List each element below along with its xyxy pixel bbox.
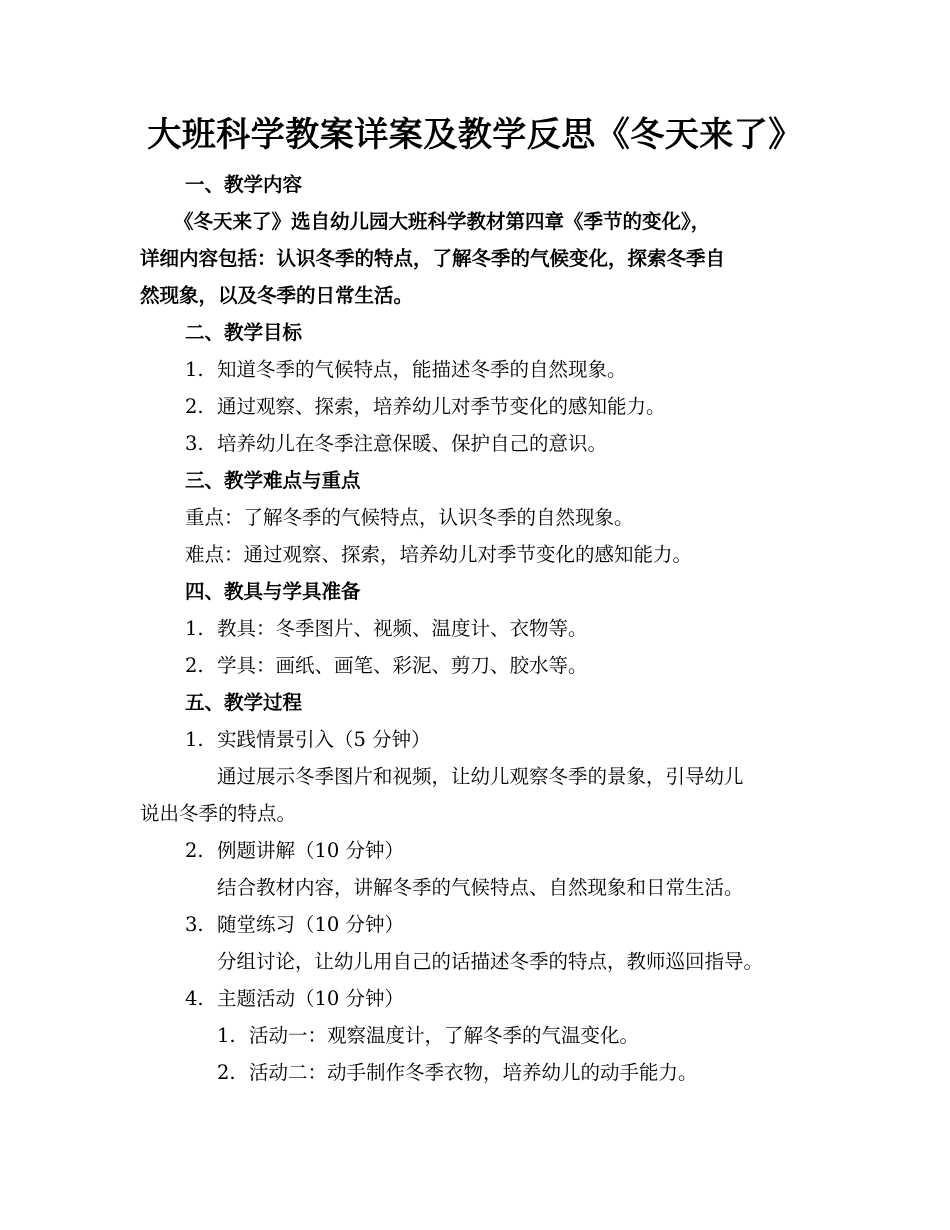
list-item: 2. 通过观察、探索，培养幼儿对季节变化的感知能力。 bbox=[185, 395, 666, 418]
sub-activity-item: 1. 活动一：观察温度计，了解冬季的气温变化。 bbox=[217, 1024, 640, 1047]
step-description-line: 结合教材内容，讲解冬季的气候特点、自然现象和日常生活。 bbox=[217, 876, 744, 899]
page-title: 大班科学教案详案及教学反思《冬天来了》 bbox=[147, 115, 803, 155]
section-heading-goals: 二、教学目标 bbox=[185, 321, 303, 344]
list-item: 1. 教具：冬季图片、视频、温度计、衣物等。 bbox=[185, 617, 588, 640]
process-step: 3. 随堂练习（10 分钟） bbox=[185, 913, 405, 936]
content-paragraph-line-2: 详细内容包括：认识冬季的特点，了解冬季的气候变化，探索冬季自 bbox=[140, 247, 726, 270]
section-heading-materials: 四、教具与学具准备 bbox=[185, 580, 361, 603]
process-step: 1. 实践情景引入（5 分钟） bbox=[185, 728, 431, 751]
section-heading-process: 五、教学过程 bbox=[185, 691, 303, 714]
list-item: 1. 知道冬季的气候特点，能描述冬季的自然现象。 bbox=[185, 358, 627, 381]
process-step: 2. 例题讲解（10 分钟） bbox=[185, 839, 405, 862]
sub-activity-item: 2. 活动二：动手制作冬季衣物，培养幼儿的动手能力。 bbox=[217, 1061, 698, 1084]
list-item: 2. 学具：画纸、画笔、彩泥、剪刀、胶水等。 bbox=[185, 654, 588, 677]
list-item: 3. 培养幼儿在冬季注意保暖、保护自己的意识。 bbox=[185, 432, 608, 455]
content-paragraph-line-3: 然现象，以及冬季的日常生活。 bbox=[140, 284, 414, 307]
process-step: 4. 主题活动（10 分钟） bbox=[185, 987, 405, 1010]
step-description-line: 分组讨论，让幼儿用自己的话描述冬季的特点，教师巡回指导。 bbox=[217, 950, 764, 973]
content-paragraph-line-1: 《冬天来了》选自幼儿园大班科学教材第四章《季节的变化》， bbox=[174, 210, 711, 233]
section-heading-content: 一、教学内容 bbox=[185, 173, 303, 196]
section-heading-keypoints: 三、教学难点与重点 bbox=[185, 469, 361, 492]
step-description-line: 通过展示冬季图片和视频，让幼儿观察冬季的景象，引导幼儿 bbox=[217, 765, 744, 788]
step-description-line: 说出冬季的特点。 bbox=[140, 802, 297, 825]
difficult-point-text: 难点：通过观察、探索，培养幼儿对季节变化的感知能力。 bbox=[185, 543, 693, 566]
key-point-text: 重点：了解冬季的气候特点，认识冬季的自然现象。 bbox=[185, 506, 634, 529]
